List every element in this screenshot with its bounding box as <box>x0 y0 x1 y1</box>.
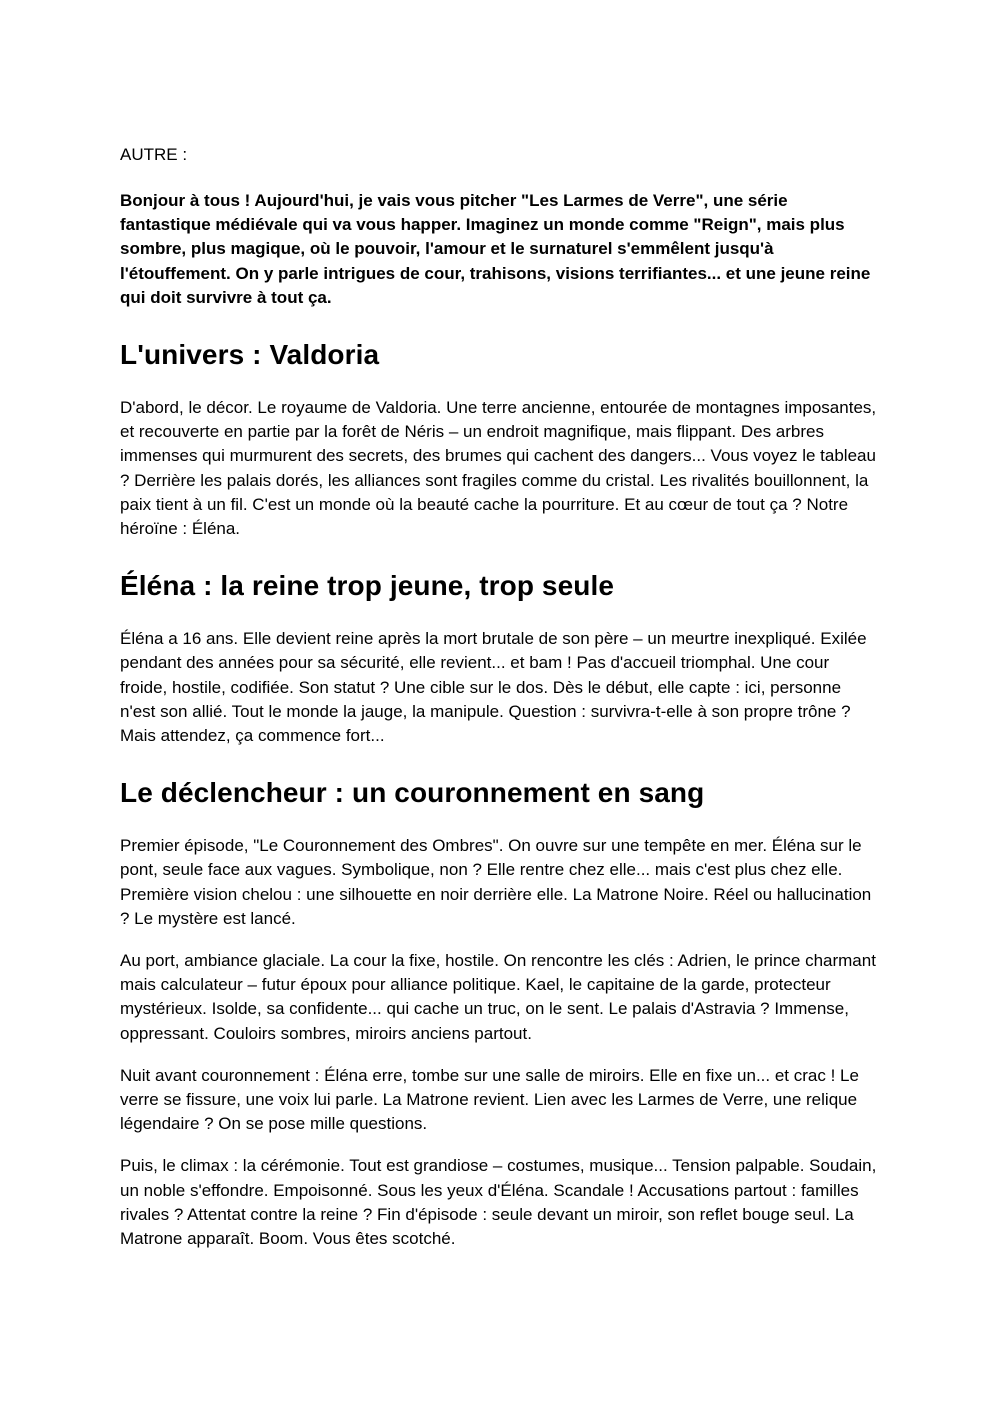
document-label: AUTRE : <box>120 145 188 164</box>
body-paragraph: Éléna a 16 ans. Elle devient reine après la mort brutale de son père – un meurtre inexpliqué. Exilée pendant des années pour sa sécurité, elle revient... et bam ! Pas d'accueil triomphal. Une cour froide, hostile, codifiée. Son statut ? Une cible sur le dos. Dès le début, elle capte : ici, personne n'est son allié. Tout le monde la jauge, la manipule. Question : survivra-t-elle à son propre trône ? Mais attendez, ça commence fort... <box>120 629 867 746</box>
body-paragraph: Puis, le climax : la cérémonie. Tout est grandiose – costumes, musique... Tension palpable. Soudain, un noble s'effondre. Empoisonné. Sous les yeux d'Éléna. Scandale ! Accusations partout : familles rivales ? Attentat contre la reine ? Fin d'épisode : seule devant un miroir, son reflet bouge seul. La Matrone apparaît. Boom. Vous êtes scotché. <box>120 1156 877 1249</box>
document-page <box>120 143 880 1269</box>
section-heading-elena: Éléna : la reine trop jeune, trop seule <box>120 570 615 602</box>
body-paragraph: Premier épisode, "Le Couronnement des Ombres". On ouvre sur une tempête en mer. Éléna sur le pont, seule face aux vagues. Symbolique, non ? Elle rentre chez elle... mais c'est plus chez elle. Première vision chelou : une silhouette en noir derrière elle. La Matrone Noire. Réel ou hallucination ? Le mystère est lancé. <box>120 836 872 928</box>
section-heading-declencheur: Le déclencheur : un couronnement en sang <box>120 777 705 809</box>
body-paragraph: Au port, ambiance glaciale. La cour la fixe, hostile. On rencontre les clés : Adrien, le prince charmant mais calculateur – futur époux pour alliance politique. Kael, le capitaine de la garde, protecteur mystérieux. Isolde, sa confidente... qui cache un truc, on le sent. Le palais d'Astravia ? Immense, oppressant. Couloirs sombres, miroirs anciens partout. <box>120 951 876 1043</box>
intro-paragraph: Bonjour à tous ! Aujourd'hui, je vais vous pitcher "Les Larmes de Verre", une série fantastique médiévale qui va vous happer. Imaginez un monde comme "Reign", mais plus sombre, plus magique, où le pouvoir, l'amour et le surnaturel s'emmêlent jusqu'à l'étouffement. On y parle intrigues de cour, trahisons, visions terrifiantes... et une jeune reine qui doit survivre à tout ça. <box>120 191 871 307</box>
body-paragraph: Nuit avant couronnement : Éléna erre, tombe sur une salle de miroirs. Elle en fixe un... et crac ! Le verre se fissure, une voix lui parle. La Matrone revient. Lien avec les Larmes de Verre, une relique légendaire ? On se pose mille questions. <box>120 1065 859 1134</box>
body-paragraph: D'abord, le décor. Le royaume de Valdoria. Une terre ancienne, entourée de montagnes imposantes, et recouverte en partie par la forêt de Néris – un endroit magnifique, mais flippant. Des arbres immenses qui murmurent des secrets, des brumes qui cachent des dangers... Vous voyez le tableau ? Derrière les palais dorés, les alliances sont fragiles comme du cristal. Les rivalités bouillonnent, la paix tient à un fil. C'est un monde où la beauté cache la pourriture. Et au cœur de tout ça ? Notre héroïne : Éléna. <box>120 398 877 539</box>
section-heading-univers: L'univers : Valdoria <box>120 339 380 371</box>
